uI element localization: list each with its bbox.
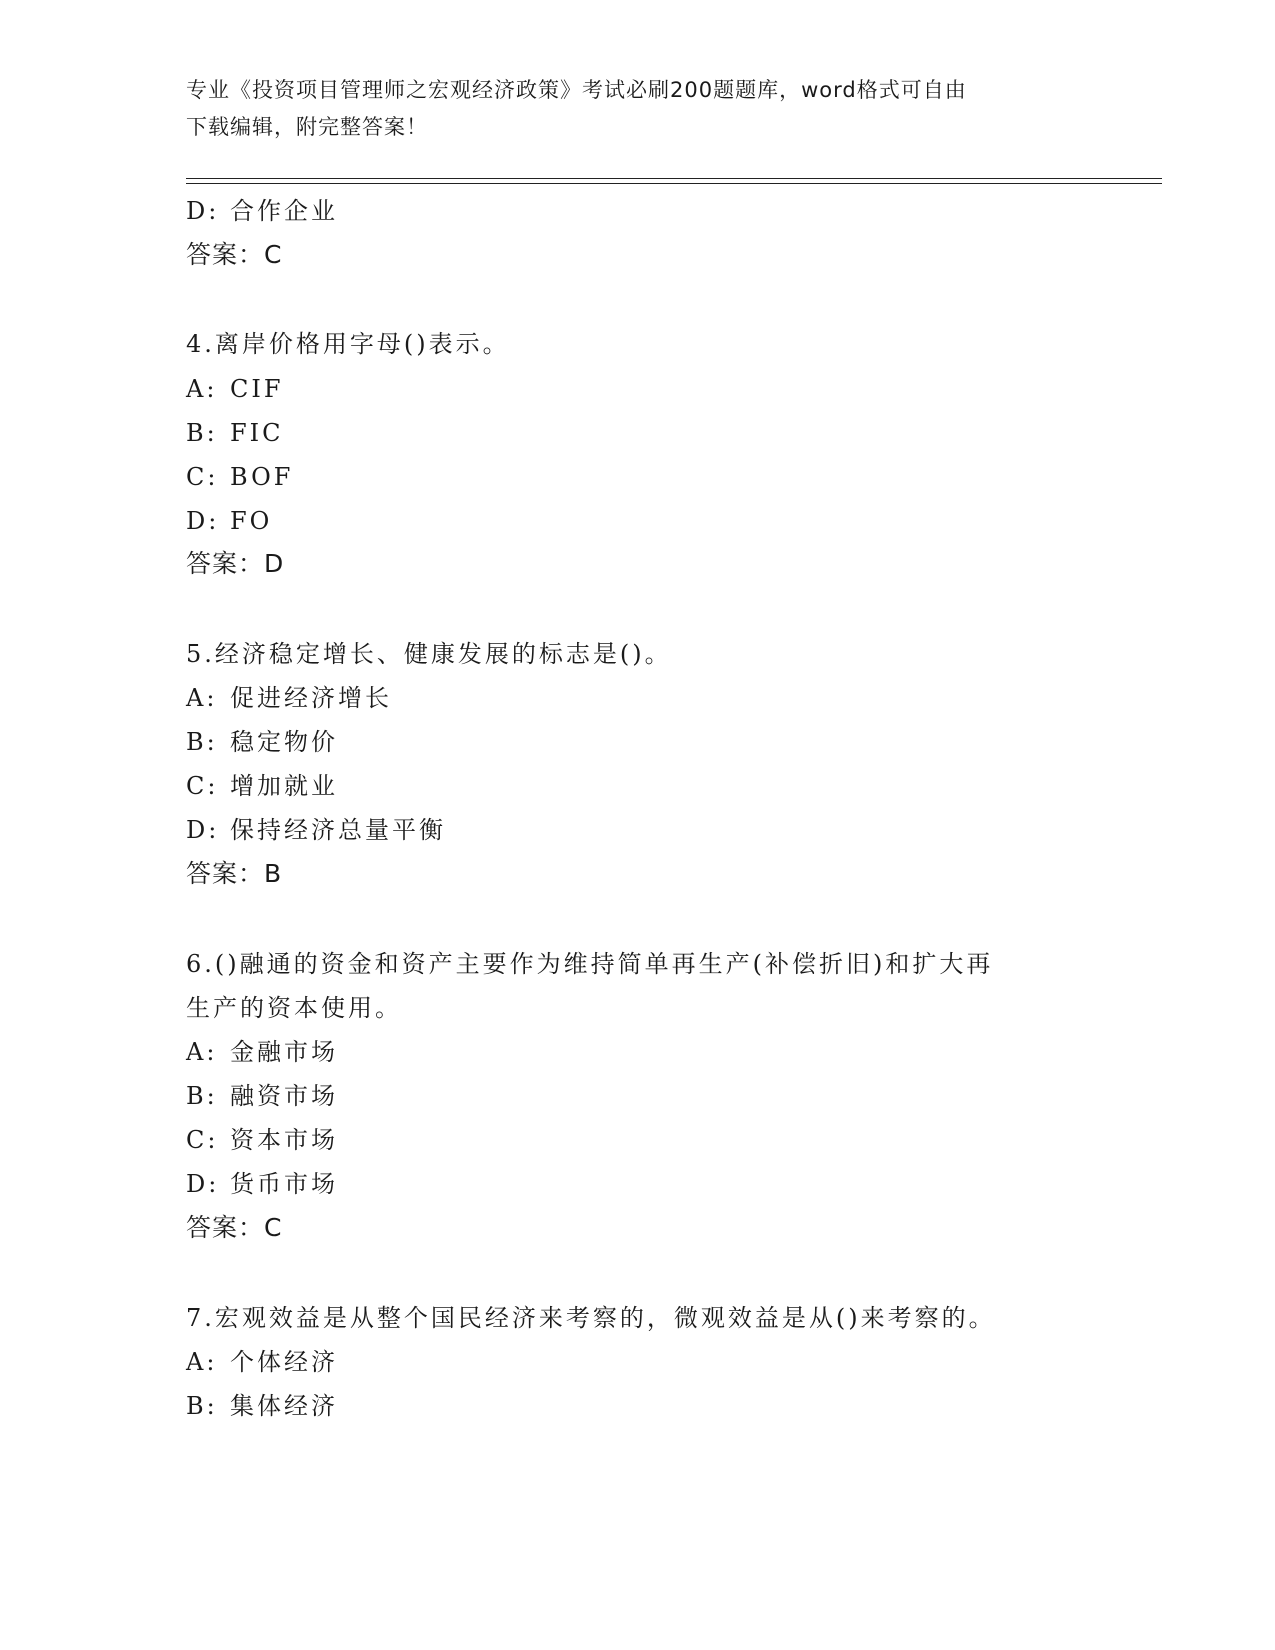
option-c: C: 资本市场 — [186, 1126, 338, 1154]
option-d: D: 合作企业 — [186, 197, 338, 225]
option-a: A: CIF — [186, 375, 284, 403]
document-header — [186, 72, 1086, 146]
answer-line: 答案：B — [186, 859, 283, 888]
header-divider-top — [186, 178, 1162, 179]
answer-line: 答案：C — [186, 1213, 283, 1242]
option-c: C: BOF — [186, 463, 294, 491]
option-c: C: 增加就业 — [186, 772, 338, 800]
question-title: 4.离岸价格用字母()表示。 — [186, 330, 510, 358]
header-line-2: 下载编辑，附完整答案！ — [186, 115, 428, 139]
option-b: B: 集体经济 — [186, 1392, 338, 1420]
question-title-line-2: 生产的资本使用。 — [186, 994, 402, 1022]
option-b: B: 稳定物价 — [186, 728, 338, 756]
header-divider-bottom — [186, 183, 1162, 184]
option-d: D: FO — [186, 507, 273, 535]
question-title: 5.经济稳定增长、健康发展的标志是()。 — [186, 640, 672, 668]
answer-line: 答案：C — [186, 240, 283, 269]
question-title-line-1: 6.()融通的资金和资产主要作为维持简单再生产(补偿折旧)和扩大再 — [186, 950, 994, 978]
option-b: B: FIC — [186, 419, 284, 447]
option-d: D: 保持经济总量平衡 — [186, 816, 446, 844]
option-b: B: 融资市场 — [186, 1082, 338, 1110]
option-d: D: 货币市场 — [186, 1170, 338, 1198]
header-line-1: 专业《投资项目管理师之宏观经济政策》考试必刷200题题库，word格式可自由 — [186, 78, 967, 102]
option-a: A: 个体经济 — [186, 1348, 338, 1376]
option-a: A: 金融市场 — [186, 1038, 338, 1066]
answer-line: 答案：D — [186, 549, 285, 578]
question-title: 7.宏观效益是从整个国民经济来考察的，微观效益是从()来考察的。 — [186, 1304, 996, 1332]
option-a: A: 促进经济增长 — [186, 684, 392, 712]
